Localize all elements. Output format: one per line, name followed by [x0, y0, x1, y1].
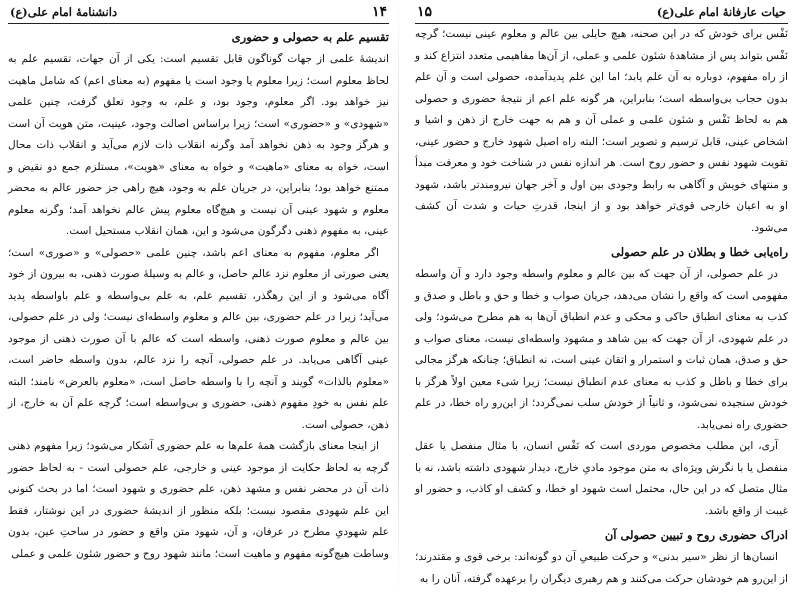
left-running-title: دانشنامهٔ امام علی(ع): [10, 5, 118, 19]
right-section-error-text: [415, 264, 788, 522]
left-paragraph-2: اگر معلوم، مفهوم به معنای اعم باشد، چنین علمی «حصولی» و «صوری» است؛ یعنی صورتی از معلوم نزد عالم حاصل، و عالم به وسیلهٔ صورت ذهنی، به بیرون از خود آگاه می‌شود و از این رهگذر، تقسیم علم، به علم بی‌واسطه و علم باواسطه پدید می‌آید؛ زیرا در علم حضوری، بین عالم و معلوم واسطه‌ای نیست؛ ولی در علم حصولی، بین عالم و معلوم صورت ذهنی، واسطه است که عالم با آن صورت ذهنی از موجود عینی آگاهی می‌یابد. در علم حصولی، آنچه را نزد عالم، بدون واسطه حاضر است، «معلوم بالذات» گویند و آنچه را با واسطه حاصل است، «معلوم بالعرض» نامند؛ البته علم نفس به خودِ مفهوم ذهنی، حضوری و بی‌واسطه است؛ گرچه علم آن به خارج، از ذهن، حصولی است.: [8, 246, 389, 431]
left-body-text: [8, 49, 389, 565]
left-paragraph-1: اندیشهٔ علمی از جهات گوناگون قابل تقسیم است: یکی از آن جهات، تقسیم علم به لحاظ معلوم است؛ زیرا معلوم یا وجود است یا مفهوم (به معنای اعم) که شامل ماهیت نیز خواهد بود. اگر معلوم، وجود بود، و علم، به وجود تعلق گرفت، چنین علمی «شهودی» و «حضوری» است؛ زیرا براساس اصالت وجود، عینیت، متن هویت آن است و هرگز وجود به ذهن نخواهد آمد وگرنه انقلاب ذات لازم می‌آید و انقلاب ذات محال است، خواه به معنای «ماهیت» و خواه به معنای «هویت»، مستلزم جمع دو نقیض و ممتنع خواهد بود؛ بنابراین، در جریان علم به وجود، هیچ راهی جز حضور عالم به محضر معلوم و شهود عینی آن نیست و هیچ‌گاه معلوم پیش عالم نخواهد آمد؛ وگرنه معلوم عینی، به مفهوم ذهنی دگرگون می‌شود و این، همان انقلاب مستحیل است.: [8, 53, 389, 237]
left-page-number: ۱۴: [371, 4, 387, 20]
right-page-header: [415, 4, 788, 24]
right-paragraph-soul-1: انسان‌ها از نظر «سیر بدنی» و حرکت طبیعیِ آن دو گونه‌اند: برخی قوی و مقتدرند؛ از این‌رو هم خودشان حرکت می‌کنند و هم رهبری دیگران را برعهده گرفته، آنان را به: [415, 551, 788, 585]
left-section-heading: تقسیم علم به حصولی و حضوری: [231, 30, 389, 44]
right-page-number: ۱۵: [417, 4, 433, 20]
right-paragraph-error-2: آری، این مطلب مخصوص موردی است که نَفْس انسان، با مثال منفصل یا عقل منفصل یا با نگرش ویژه‌ای به متن موجود مادیِ خارج، دیدار شهودی داشته باشد، نه با مثال متصل که در این حال، محتمل است شهود او خطا، و کشف او کاذب، و حضور او غیبت از واقع باشد.: [415, 440, 788, 517]
left-paragraph-3: از اینجا معنای بازگشت همهٔ علم‌ها به علم حضوری آشکار می‌شود؛ زیرا مفهوم ذهنی گرچه به لحاظ حکایت از موجود عینی و خارجی، علم حصولی است - به لحاظ حضور ذات آن در محضر نفس و مشهد ذهن، علم حضوری و شهود است؛ اما در بحث کنونی این علم شهودی مقصود نیست؛ بلکه منظور از اندیشهٔ حضوری در این نوشتار، فقط علم شهودیِ مطرح در عرفان، و آن، شهود متن واقع و حضور در ساحتِ عین، بدون وساطت هیچ‌گونه مفهوم و ماهیت است؛ مانند شهود روح و حضور شئون علمی و عملی: [8, 440, 389, 560]
right-section-heading-soul: ادراک حضوری روح و تبیین حصولی آن: [604, 528, 788, 542]
right-section-soul-text: [415, 547, 788, 590]
left-page-header: [8, 4, 389, 24]
right-running-title: حیات عارفانهٔ امام علی(ع): [656, 5, 786, 19]
right-body-text: [415, 24, 788, 239]
right-paragraph-error-1: در علم حصولی، از آن جهت که بین عالم و معلوم واسطه وجود دارد و آن واسطه مفهومی است که واقع را نشان می‌دهد، جریان صواب و خطا و حق و باطل و صدق و کذب به معنای انطباق حاکی و محکی و عدم انطباق آن‌ها به هم مطرح می‌شود؛ ولی در علم شهودی، از آن جهت که بین شاهد و مشهود واسطه‌ای نیست، معنای صواب و حق و صدق، همان ثبات و استمرار و اتقان عینی است، نه انطباق؛ چنانکه هرگز مجالی برای خطا و باطل و کذب به معنای عدم انطباق نیست؛ زیرا شیء معین اولاً هرگز با خودش سنجیده نمی‌شود، و ثانیاً از خودش سلب نمی‌گردد؛ از این‌رو راه خطا، در علم حضوری راه نمی‌یابد.: [415, 268, 788, 431]
right-section-heading-error: راه‌یابی خطا و بطلان در علم حصولی: [611, 245, 788, 259]
right-intro-paragraph: نَفْس برای خودش که در این صحنه، هیچ حایلی بین عالم و معلوم عینی نیست؛ گرچه نَفْس بتواند پس از مشاهدهٔ شئون علمی و عملی، از آن‌ها مفاهیمی متعدد انتزاع کند و از راه مفهوم، دوباره به آن علم یابد؛ اما این علم پدیدآمده، حصولی است و آن علم بدون حجاب بی‌واسطه است؛ بنابراین، هر گونه علم اعم از نتیجهٔ حضوری و حصولی هم به لحاظ نَفْس و شئون علمی و عملی آن و هم به جهت خارج از ذهن و اشیا و اشخاص عینی، قابل ترسیم و تصویر است؛ البته راه اصیل شهود خارج و حضور عینی، تقویت شهود نفس و حضور روح است. هر اندازه نفس در شناخت خود و معرفت مبدأ و منتهای خویش و آگاهی به رابط وجودی بین اول و آخر جهان نیرومندتر باشد، شهود او به اعیان خارجی قوی‌تر خواهد بود و از اینجا، قدرتِ حیات و شدت آن کشف می‌شود.: [415, 28, 788, 234]
right-page: [399, 0, 798, 593]
